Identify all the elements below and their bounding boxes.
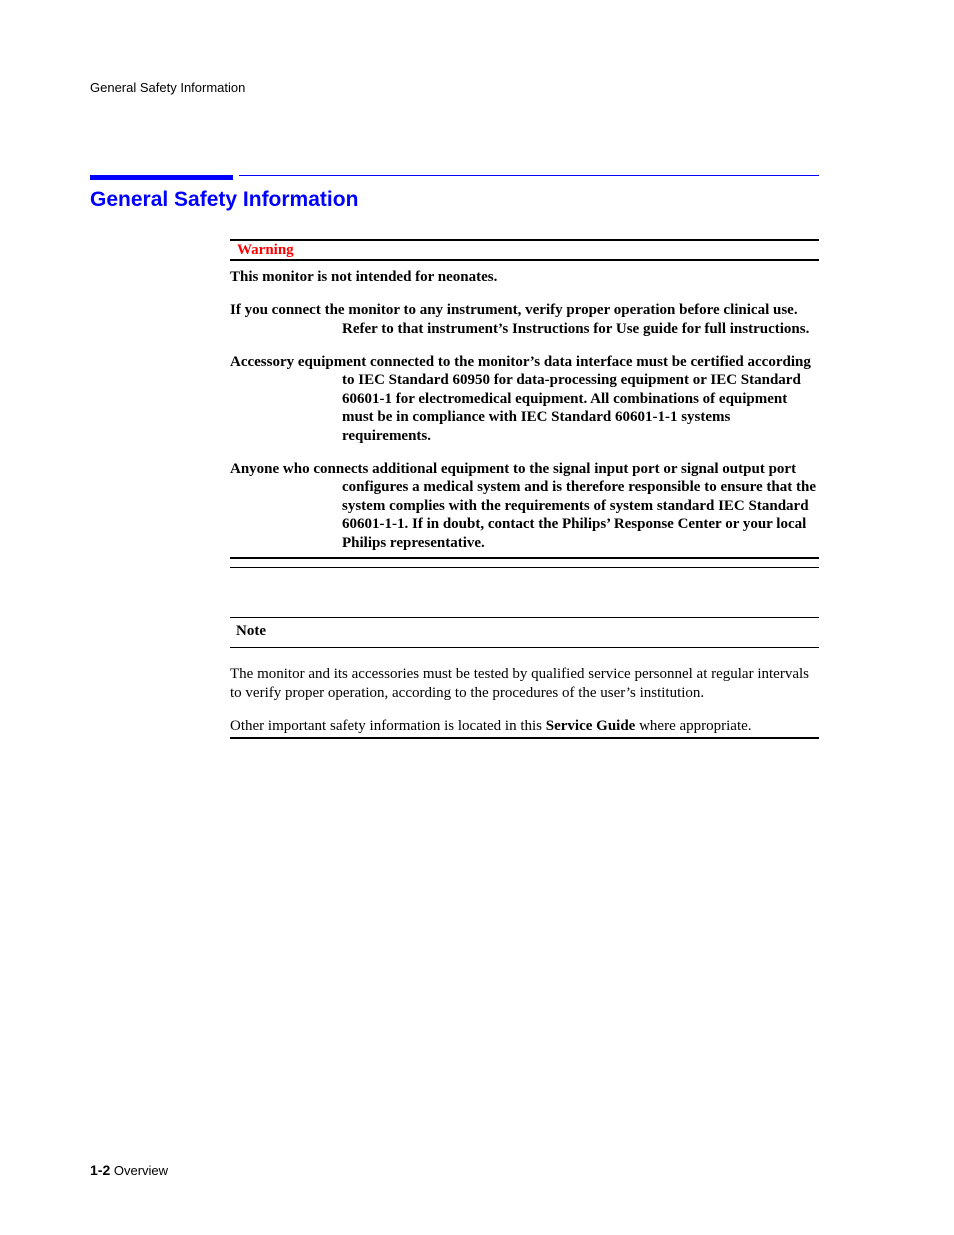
warning-item: Accessory equipment connected to the monitor’s data interface must be certified according to IEC Standard 60950 for data-processing equipment or IEC Standard 60601-1 for electromedical equipment. All combinations of equipment must be in compliance with IEC Standard 60601-1-1 systems requirements. xyxy=(230,353,811,444)
warning-item: Anyone who connects additional equipment to the signal input port or signal output port configures a medical system and is therefore responsible to ensure that the system complies with the requirements of system standard IEC Standard 60601-1-1. If in doubt, contact the Philips’ Response Center or your local Philips representative. xyxy=(230,460,817,551)
warning-item: This monitor is not intended for neonates. xyxy=(230,269,498,285)
note-bottom-rule xyxy=(230,737,819,739)
note-label: Note xyxy=(236,623,266,639)
page-number: 1-2 xyxy=(90,1162,111,1178)
section-rule-thick xyxy=(90,175,233,180)
warning-end-rule xyxy=(230,567,819,568)
section-rule-thin xyxy=(239,175,819,176)
section-title: General Safety Information xyxy=(90,188,359,211)
warning-list xyxy=(230,261,819,552)
page-footer xyxy=(90,1162,168,1178)
running-header: General Safety Information xyxy=(90,80,246,95)
note-text: where appropriate. xyxy=(635,718,752,734)
note-paragraph xyxy=(230,717,819,736)
note-box xyxy=(230,617,819,739)
service-guide-title: Service Guide xyxy=(545,718,636,734)
note-body xyxy=(230,648,819,736)
warning-label: Warning xyxy=(237,242,294,258)
note-paragraph: The monitor and its accessories must be tested by qualified service personnel at regular intervals to verify proper operation, according to the procedures of the user’s institution. xyxy=(230,666,809,701)
note-text: Other important safety information is located in this xyxy=(230,718,546,734)
warning-box xyxy=(230,239,819,568)
warning-item: If you connect the monitor to any instrument, verify proper operation before clinical use. Refer to that instrument’s Instructions for Use guide for full instructions. xyxy=(230,302,810,337)
chapter-name: Overview xyxy=(113,1163,169,1178)
